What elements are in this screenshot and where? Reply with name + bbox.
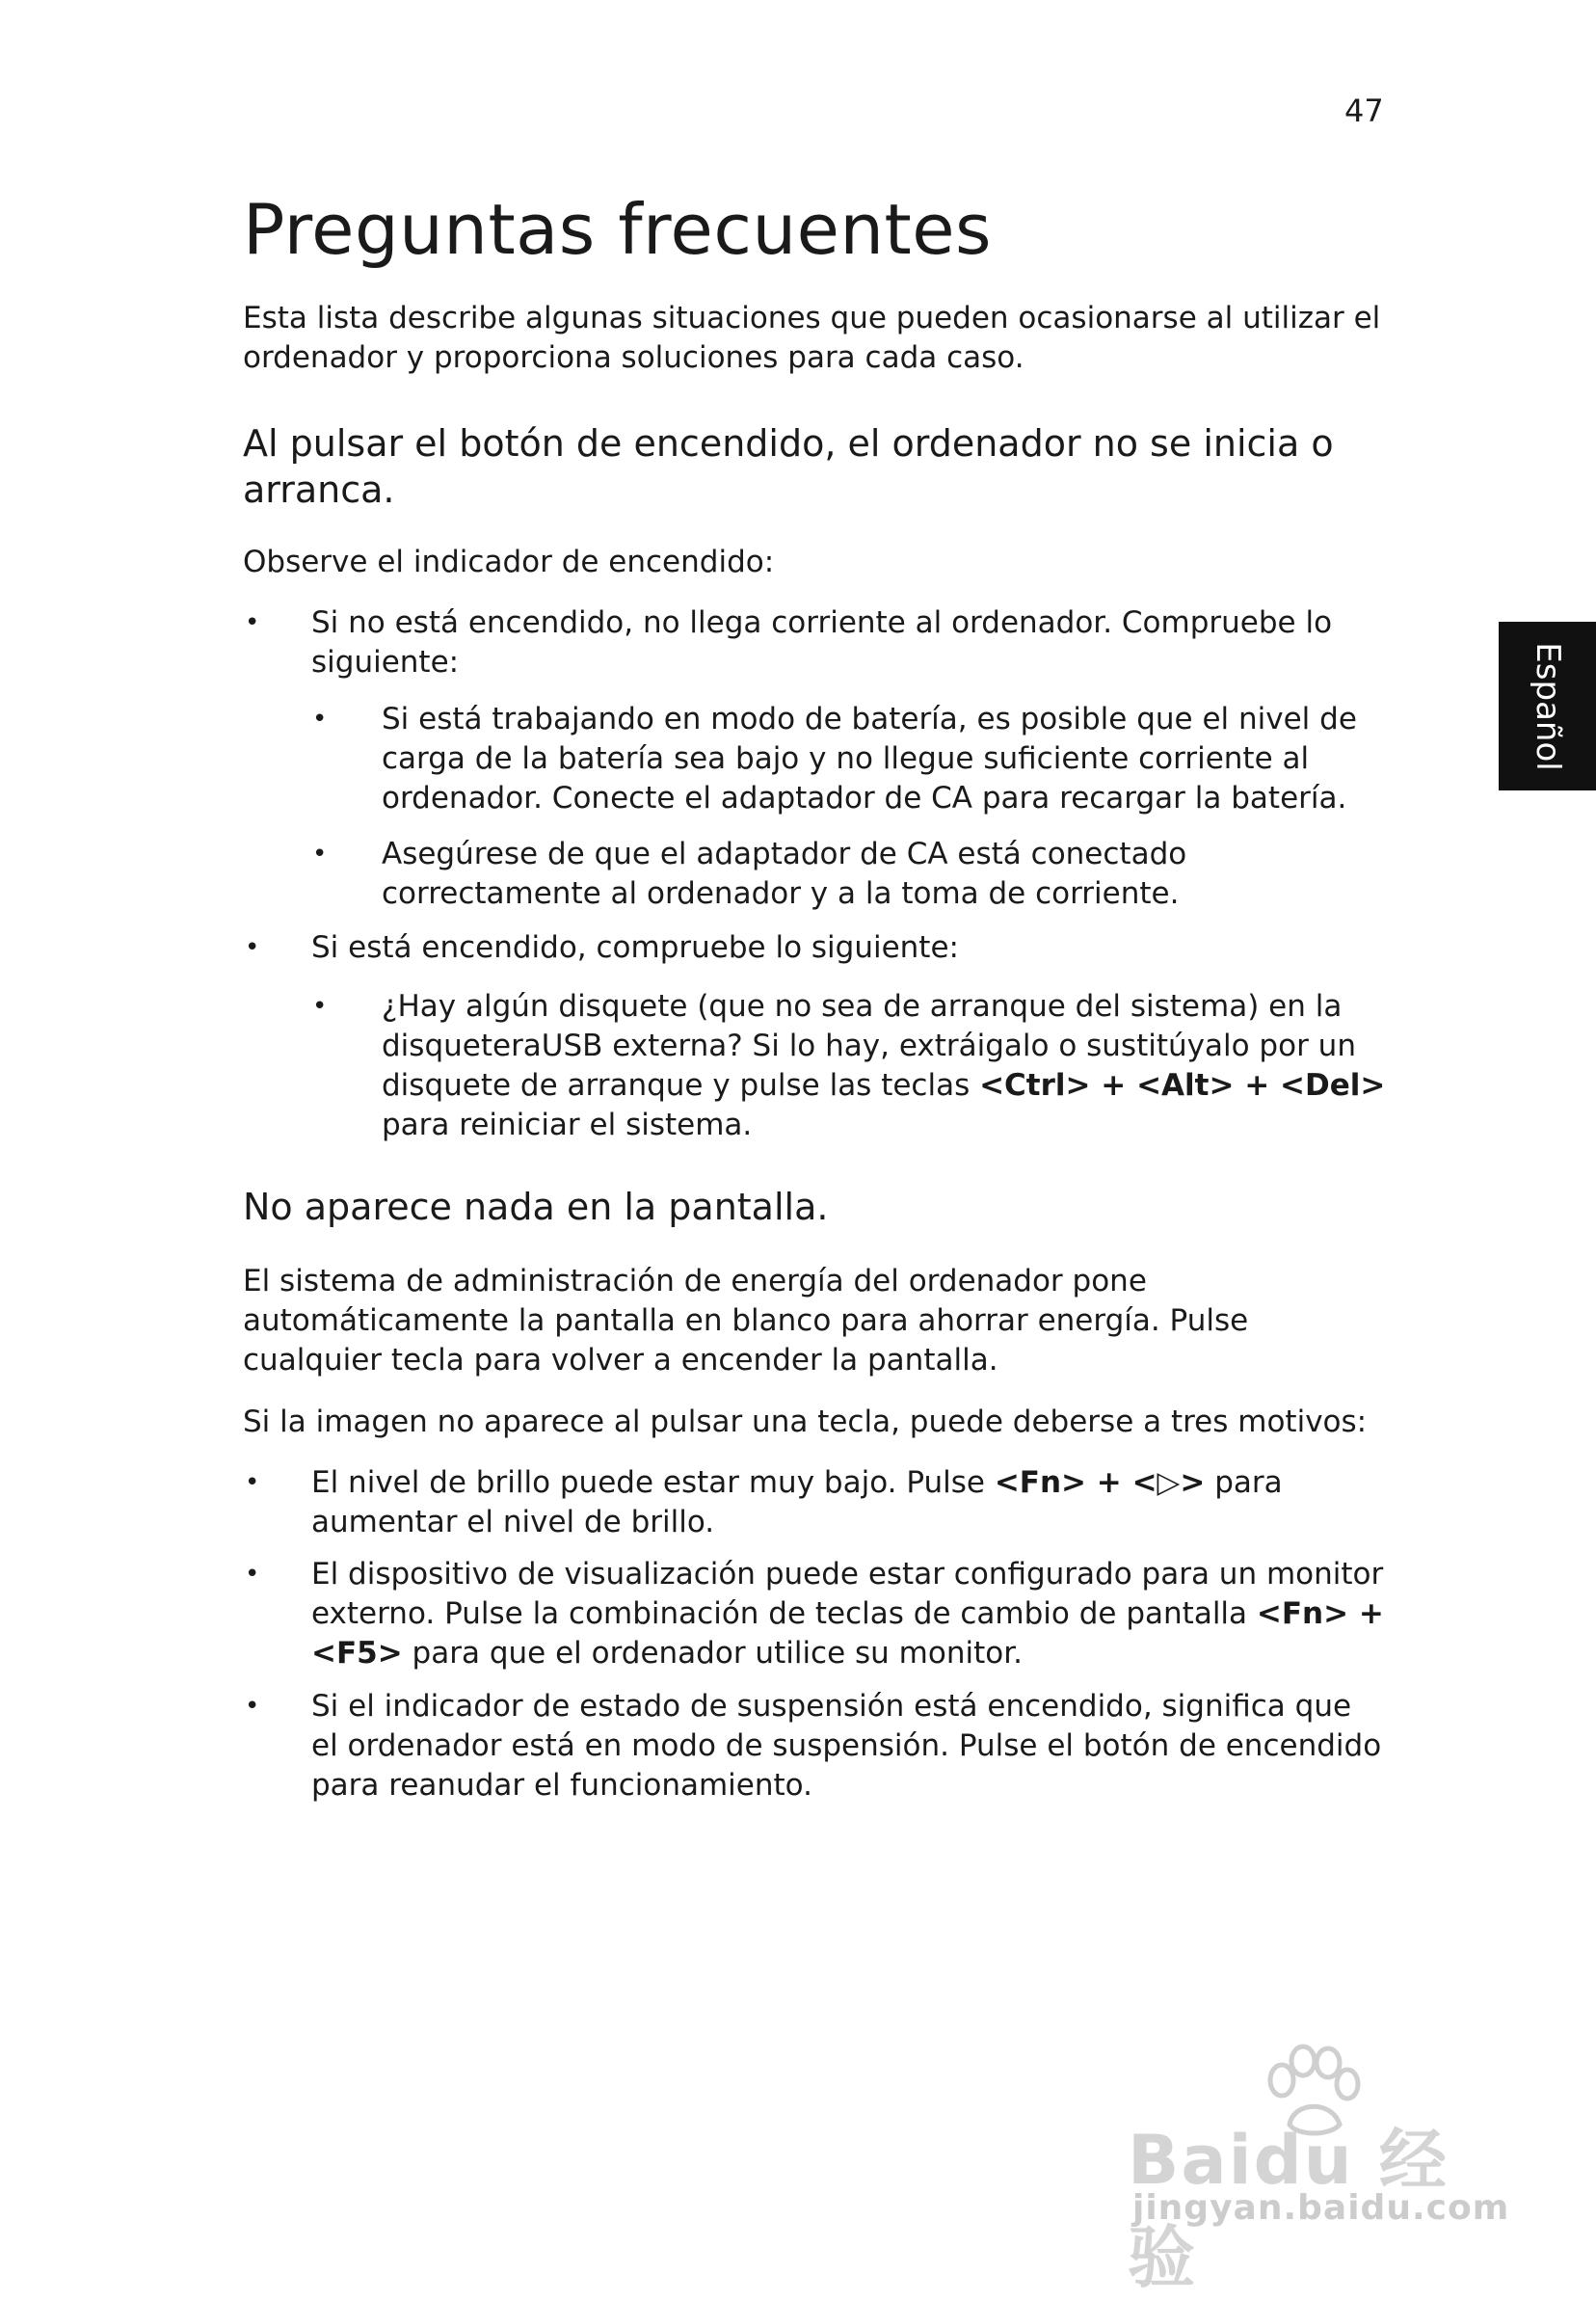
- key-combo: <Fn> + <F5>: [311, 1596, 1384, 1671]
- watermark-site: jingyan.baidu.com: [1132, 2188, 1510, 2228]
- section-heading-power: Al pulsar el botón de encendido, el ordenador no se inicia o arranca.: [243, 422, 1334, 511]
- bullet-marker: •: [245, 933, 260, 962]
- baidu-watermark: [1128, 2044, 1510, 2297]
- key-combo: <Ctrl> + <Alt> + <Del>: [979, 1068, 1386, 1103]
- language-tab: [1499, 622, 1596, 790]
- bullet-marker: •: [245, 1560, 260, 1589]
- language-tab-label: Español: [1528, 641, 1567, 771]
- watermark-brand: Baidu 经验: [1128, 2121, 1449, 2297]
- section-heading-display: No aparece nada en la pantalla.: [243, 1186, 829, 1228]
- list-item-text: Si está encendido, compruebe lo siguiente:: [311, 930, 959, 965]
- list-item-text: El nivel de brillo puede estar muy bajo. Pulse <Fn> + <▷> para aumentar el nivel de brillo.: [311, 1465, 1283, 1539]
- list-item-text: Si está trabajando en modo de batería, es posible que el nivel de carga de la batería sea bajo y no llegue suficiente corriente al ordenador. Conecte el adaptador de CA para recargar la batería.: [382, 702, 1357, 816]
- bullet-marker: •: [245, 1692, 260, 1721]
- bullet-marker: •: [312, 705, 328, 734]
- key-combo: <Fn> + <▷>: [994, 1465, 1206, 1500]
- list-item-text: Asegúrese de que el adaptador de CA está conectado correctamente al ordenador y a la toma de corriente.: [382, 837, 1187, 911]
- list-item-text: Si el indicador de estado de suspensión está encendido, significa que el ordenador está en modo de suspensión. Pulse el botón de encendido para reanudar el funcionamiento.: [311, 1689, 1382, 1803]
- list-item-text: ¿Hay algún disquete (que no sea de arranque del sistema) en la disqueteraUSB externa? Si lo hay, extráigalo o sustitúyalo por un disquete de arranque y pulse las teclas <Ctrl> + <Alt> + <Del> para reiniciar el sistema.: [382, 989, 1386, 1142]
- intro-paragraph: Esta lista describe algunas situaciones que pueden ocasionarse al utilizar el ordenador y proporciona soluciones para cada caso.: [243, 301, 1381, 375]
- list-item-text: Si no está encendido, no llega corriente al ordenador. Compruebe lo siguiente:: [311, 605, 1333, 680]
- power-lead-paragraph: Observe el indicador de encendido:: [243, 545, 775, 579]
- bullet-marker: •: [312, 992, 328, 1021]
- page-number: 47: [1344, 93, 1384, 129]
- list-item-text: El dispositivo de visualización puede estar configurado para un monitor externo. Pulse la combinación de teclas de cambio de pantalla <Fn> + <F5> para que el ordenador utilice su monitor.: [311, 1557, 1384, 1671]
- bullet-marker: •: [312, 840, 328, 869]
- display-paragraph-2: Si la imagen no aparece al pulsar una tecla, puede deberse a tres motivos:: [243, 1405, 1368, 1439]
- bullet-marker: •: [245, 1468, 260, 1497]
- display-paragraph-1: El sistema de administración de energía del ordenador pone automáticamente la pantalla en blanco para ahorrar energía. Pulse cualquier tecla para volver a encender la pantalla.: [243, 1264, 1249, 1378]
- page-title: Preguntas frecuentes: [243, 189, 993, 270]
- bullet-marker: •: [245, 608, 260, 637]
